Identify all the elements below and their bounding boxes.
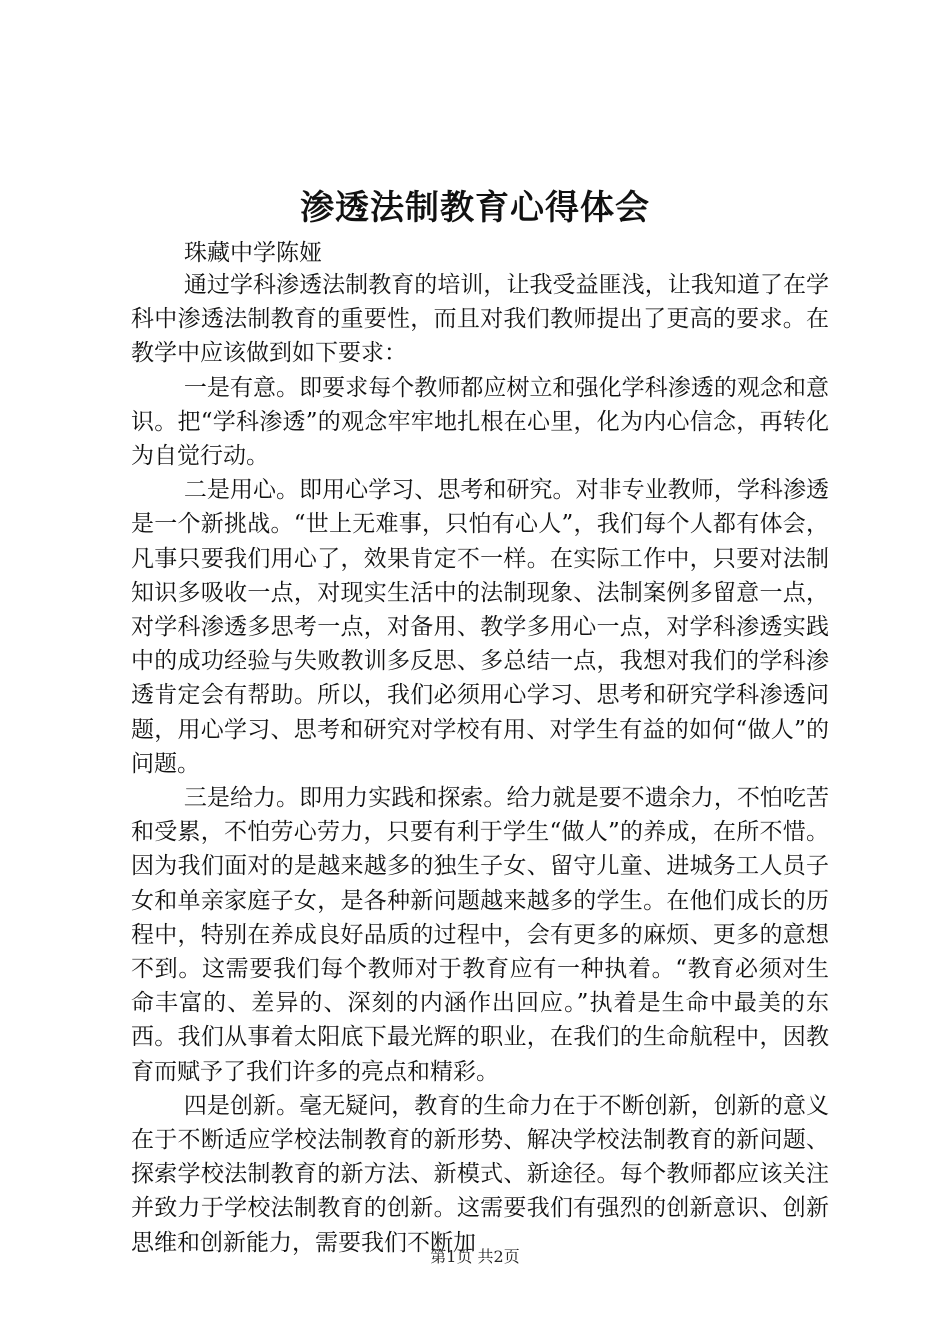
paragraph-point-2: 二是用心。即用心学习、思考和研究。对非专业教师，学科渗透是一个新挑战。“世上无难事，只怕有心人”，我们每个人都有体会，凡事只要我们用心了，效果肯定不一样。在实际工作中，只要对法制知识多吸收一点，对现实生活中的法制现象、法制案例多留意一点，对学科渗透多思考一点，对备用、教学多用心一点，对学科渗透实践中的成功经验与失败教训多反思、多总结一点，我想对我们的学科渗透肯定会有帮助。所以，我们必须用心学习、思考和研究学科渗透问题，用心学习、思考和研究对学校有用、对学生有益的如何“做人”的问题。 <box>131 477 829 777</box>
paragraph-intro: 通过学科渗透法制教育的培训，让我受益匪浅，让我知道了在学科中渗透法制教育的重要性，而且对我们教师提出了更高的要求。在教学中应该做到如下要求： <box>131 272 829 367</box>
page-footer: 第1页 共2页 <box>430 1247 520 1266</box>
paragraph-point-3: 三是给力。即用力实践和探索。给力就是要不遗余力，不怕吃苦和受累，不怕劳心劳力，只要有利于学生“做人”的养成，在所不惜。因为我们面对的是越来越多的独生子女、留守儿童、进城务工人员子女和单亲家庭子女，是各种新问题越来越多的学生。在他们成长的历程中，特别在养成良好品质的过程中，会有更多的麻烦、更多的意想不到。这需要我们每个教师对于教育应有一种执着。“教育必须对生命丰富的、差异的、深刻的内涵作出回应。”执着是生命中最美的东西。我们从事着太阳底下最光辉的职业，在我们的生命航程中，因教育而赋予了我们许多的亮点和精彩。 <box>131 785 829 1085</box>
paragraph-point-1: 一是有意。即要求每个教师都应树立和强化学科渗透的观念和意识。把“学科渗透”的观念牢牢地扎根在心里，化为内心信念，再转化为自觉行动。 <box>131 374 829 470</box>
author-line: 珠藏中学陈娅 <box>184 240 322 266</box>
paragraph-point-4: 四是创新。毫无疑问，教育的生命力在于不断创新，创新的意义在于不断适应学校法制教育的新形势、解决学校法制教育的新问题、探索学校法制教育的新方法、新模式、新途径。每个教师都应该关注并致力于学校法制教育的创新。这需要我们有强烈的创新意识、创新思维和创新能力，需要我们不断加 <box>131 1092 829 1256</box>
document-title: 渗透法制教育心得体会 <box>300 188 650 228</box>
document-body <box>131 268 829 1260</box>
